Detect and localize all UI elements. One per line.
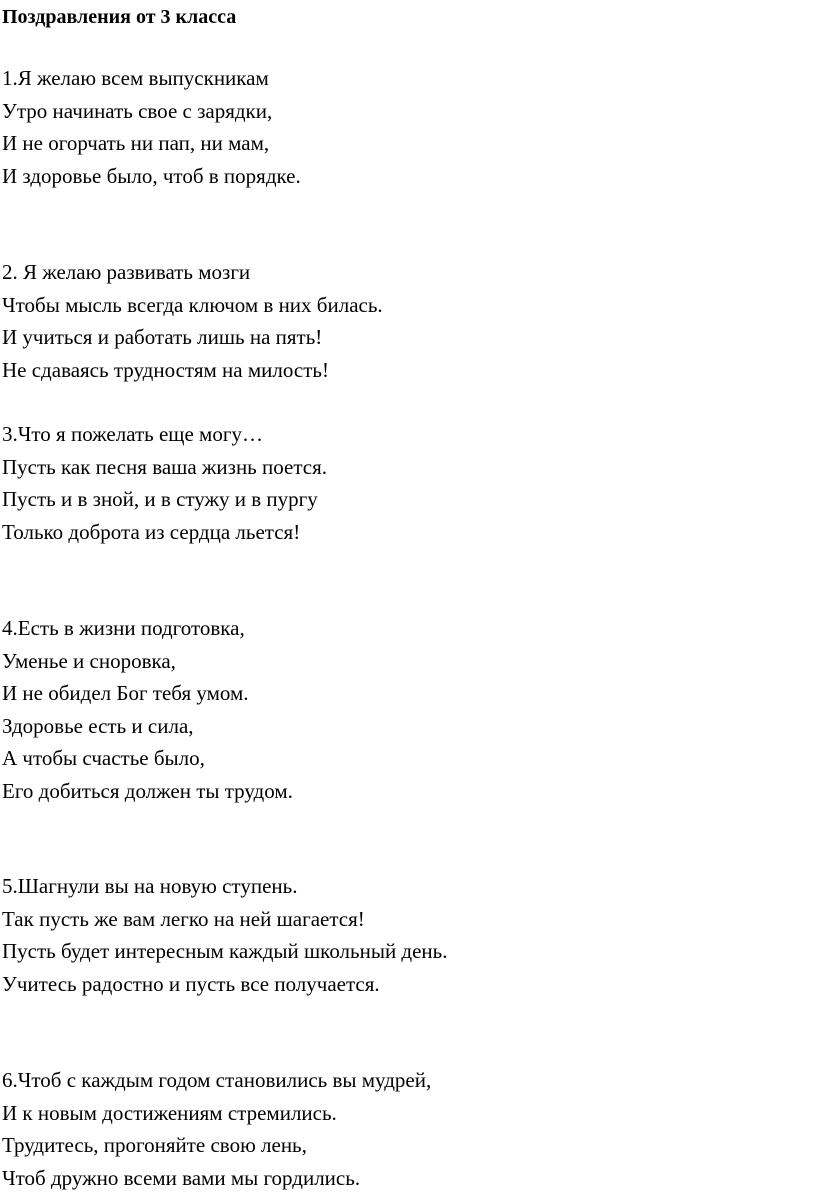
stanza-line: И не огорчать ни пап, ни мам,	[2, 131, 270, 155]
stanza-2	[2, 256, 383, 386]
stanza-line: Здоровье есть и сила,	[2, 713, 194, 738]
document-title: Поздравления от 3 класса	[2, 6, 237, 28]
stanza-line: Пусть как песня ваша жизнь поется.	[2, 454, 327, 479]
stanza-line: Пусть и в зной, и в стужу и в пургу	[2, 487, 318, 511]
stanza-line: 5.Шагнули вы на новую ступень.	[2, 874, 298, 898]
stanza-line: А чтобы счастье было,	[2, 746, 205, 770]
stanza-5	[2, 870, 448, 1000]
stanza-line: Не сдаваясь трудностям на милость!	[2, 357, 329, 382]
stanza-line: 6.Чтоб с каждым годом становились вы мудрей,	[2, 1068, 432, 1092]
stanza-line: 4.Есть в жизни подготовка,	[2, 616, 245, 640]
stanza-line: 3.Что я пожелать еще могу…	[2, 422, 263, 446]
stanza-line: 1.Я желаю всем выпускникам	[2, 66, 269, 90]
stanza-line: И к новым достижениям стремились.	[2, 1100, 337, 1125]
stanza-line: Чтоб дружно всеми вами мы гордились.	[2, 1165, 361, 1190]
stanza-1	[2, 62, 301, 192]
stanza-3	[2, 418, 327, 548]
stanza-line: И не обидел Бог тебя умом.	[2, 681, 249, 705]
stanza-line: Уменье и сноровка,	[2, 648, 176, 673]
stanza-line: Его добиться должен ты трудом.	[2, 778, 293, 803]
stanza-line: 2. Я желаю развивать мозги	[2, 260, 251, 284]
stanza-line: Учитесь радостно и пусть все получается.	[2, 971, 380, 996]
stanza-4	[2, 612, 293, 807]
stanza-line: И здоровье было, чтоб в порядке.	[2, 163, 301, 188]
stanza-line: Так пусть же вам легко на ней шагается!	[2, 906, 365, 931]
stanza-line: И учиться и работать лишь на пять!	[2, 325, 323, 349]
stanza-line: Утро начинать свое с зарядки,	[2, 98, 273, 123]
stanza-6	[2, 1064, 431, 1194]
stanza-line: Чтобы мысль всегда ключом в них билась.	[2, 292, 383, 317]
stanza-line: Пусть будет интересным каждый школьный день.	[2, 939, 448, 963]
stanza-line: Трудитесь, прогоняйте свою лень,	[2, 1133, 307, 1157]
stanza-line: Только доброта из сердца льется!	[2, 519, 301, 544]
